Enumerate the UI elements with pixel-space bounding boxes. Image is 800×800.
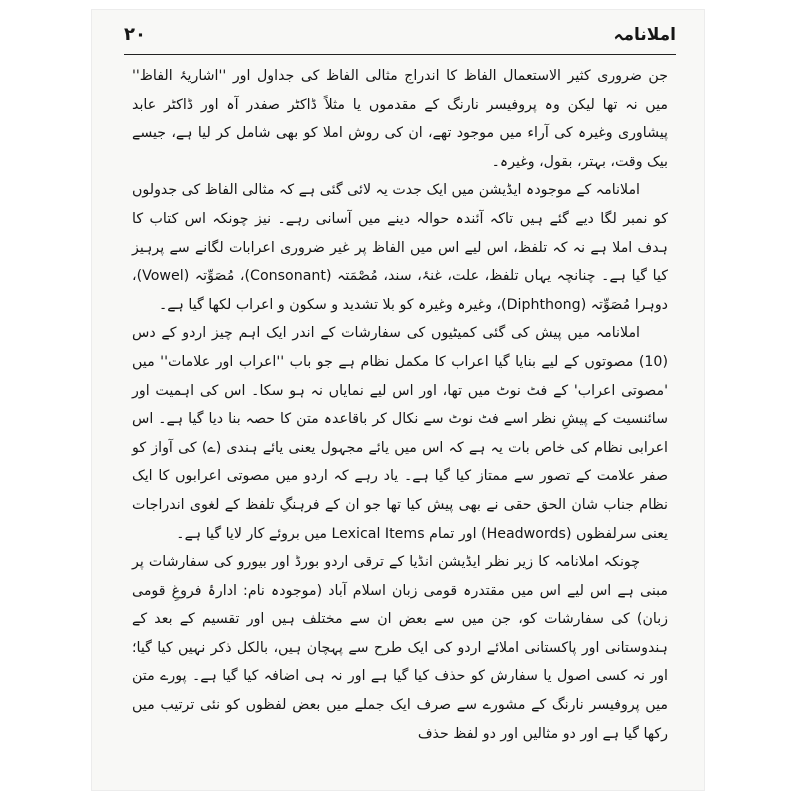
body-text: [132, 62, 668, 748]
paragraph-1: [132, 62, 668, 176]
paragraph-2: [132, 176, 668, 319]
running-title: املانامہ: [613, 25, 676, 45]
paragraph-4: [132, 548, 668, 748]
page-number: ۲۰: [124, 24, 146, 45]
paragraph-3: [132, 319, 668, 548]
paragraph-3-text: املانامہ میں پیش کی گئی کمیٹیوں کی سفارشات کے اندر ایک اہم چیز اردو کے دس (10) مصوتوں کے لیے بنایا گیا اعراب کا مکمل نظام ہے جو باب ''اعراب اور علامات'' میں 'مصوتی اعراب' کے فٹ نوٹ میں تھا، اور اس لیے نمایاں نہ ہو سکا۔ اس کی اہمیت اور سائنسیت کے پیشِ نظر اسے فٹ نوٹ سے نکال کر باقاعدہ متن کا حصہ بنا دیا گیا ہے۔ اس اعرابی نظام کی خاص بات یہ ہے کہ اس میں یائے مجہول یعنی یائے ہندی (ے) کی آواز کو صفر علامت کے تصور سے ممتاز کیا گیا ہے۔ یاد رہے کہ اردو میں مصوتی اعرابوں کا ایک نظام جناب شان الحق حقی نے بھی پیش کیا تھا جو ان کے فرہنگِ تلفظ کے لغوی اندراجات یعنی سرلفظوں (Headwords) اور تمام Lexical Items میں بروئے کار لایا گیا ہے۔: [132, 325, 668, 542]
book-page: [92, 10, 704, 790]
paragraph-1-text: جن ضروری کثیر الاستعمال الفاظ کا اندراج مثالی الفاظ کی جداول اور ''اشاریۂ الفاظ'' میں نہ تھا لیکن وہ پروفیسر نارنگ کے مقدموں یا مثلاً ڈاکٹر صفدر آہ اور ڈاکٹر عابد پیشاوری وغیرہ کی آراء میں موجود تھے، ان کی روش املا کو بھی شامل کر لیا ہے، جیسے بیک وقت، بہتر، بقول، وغیرہ۔: [132, 68, 668, 170]
paragraph-4-text: چونکہ املانامہ کا زیر نظر ایڈیشن انڈیا کے ترقی اردو بورڈ اور بیورو کی سفارشات پر مبنی ہے اس لیے اس میں مقتدرہ قومی زبان اسلام آباد (موجودہ نام: ادارۂ فروغِ قومی زبان) کی سفارشات کو، جن میں سے بعض ان سے مختلف ہیں اور تقسیم کے بعد کے ہندوستانی اور پاکستانی املائے اردو کی ایک طرح سے پہچان ہیں، بالکل ذکر نہیں کیا گیا؛ اور نہ کسی اصول یا سفارش کو حذف کیا گیا ہے اور نہ ہی اضافہ کیا گیا ہے۔ پورے متن میں پروفیسر نارنگ کے مشورے سے صرف ایک جملے میں بعض لفظوں کو نئی ترتیب میں رکھا گیا ہے اور دو مثالیں اور دو لفظ حذف: [132, 554, 668, 742]
paragraph-2-text: املانامہ کے موجودہ ایڈیشن میں ایک جدت یہ لائی گئی ہے کہ مثالی الفاظ کی جدولوں کو نمبر لگا دیے گئے ہیں تاکہ آئندہ حوالہ دینے میں آسانی رہے۔ نیز چونکہ اس کتاب کا ہدف املا ہے نہ کہ تلفظ، اس لیے اس میں الفاظ پر غیر ضروری اعرابات لگانے سے پرہیز کیا گیا ہے۔ چنانچہ یہاں تلفظ، علت، غنۂ، سند، مُصْمَتہ (Consonant)، مُصَوِّتہ (Vowel)، دوہرا مُصَوِّتہ (Diphthong)، وغیرہ وغیرہ کو بلا تشدید و سکون و اعراب لکھا گیا ہے۔: [132, 182, 668, 313]
header-divider: [124, 54, 676, 55]
page-header: [124, 20, 676, 54]
